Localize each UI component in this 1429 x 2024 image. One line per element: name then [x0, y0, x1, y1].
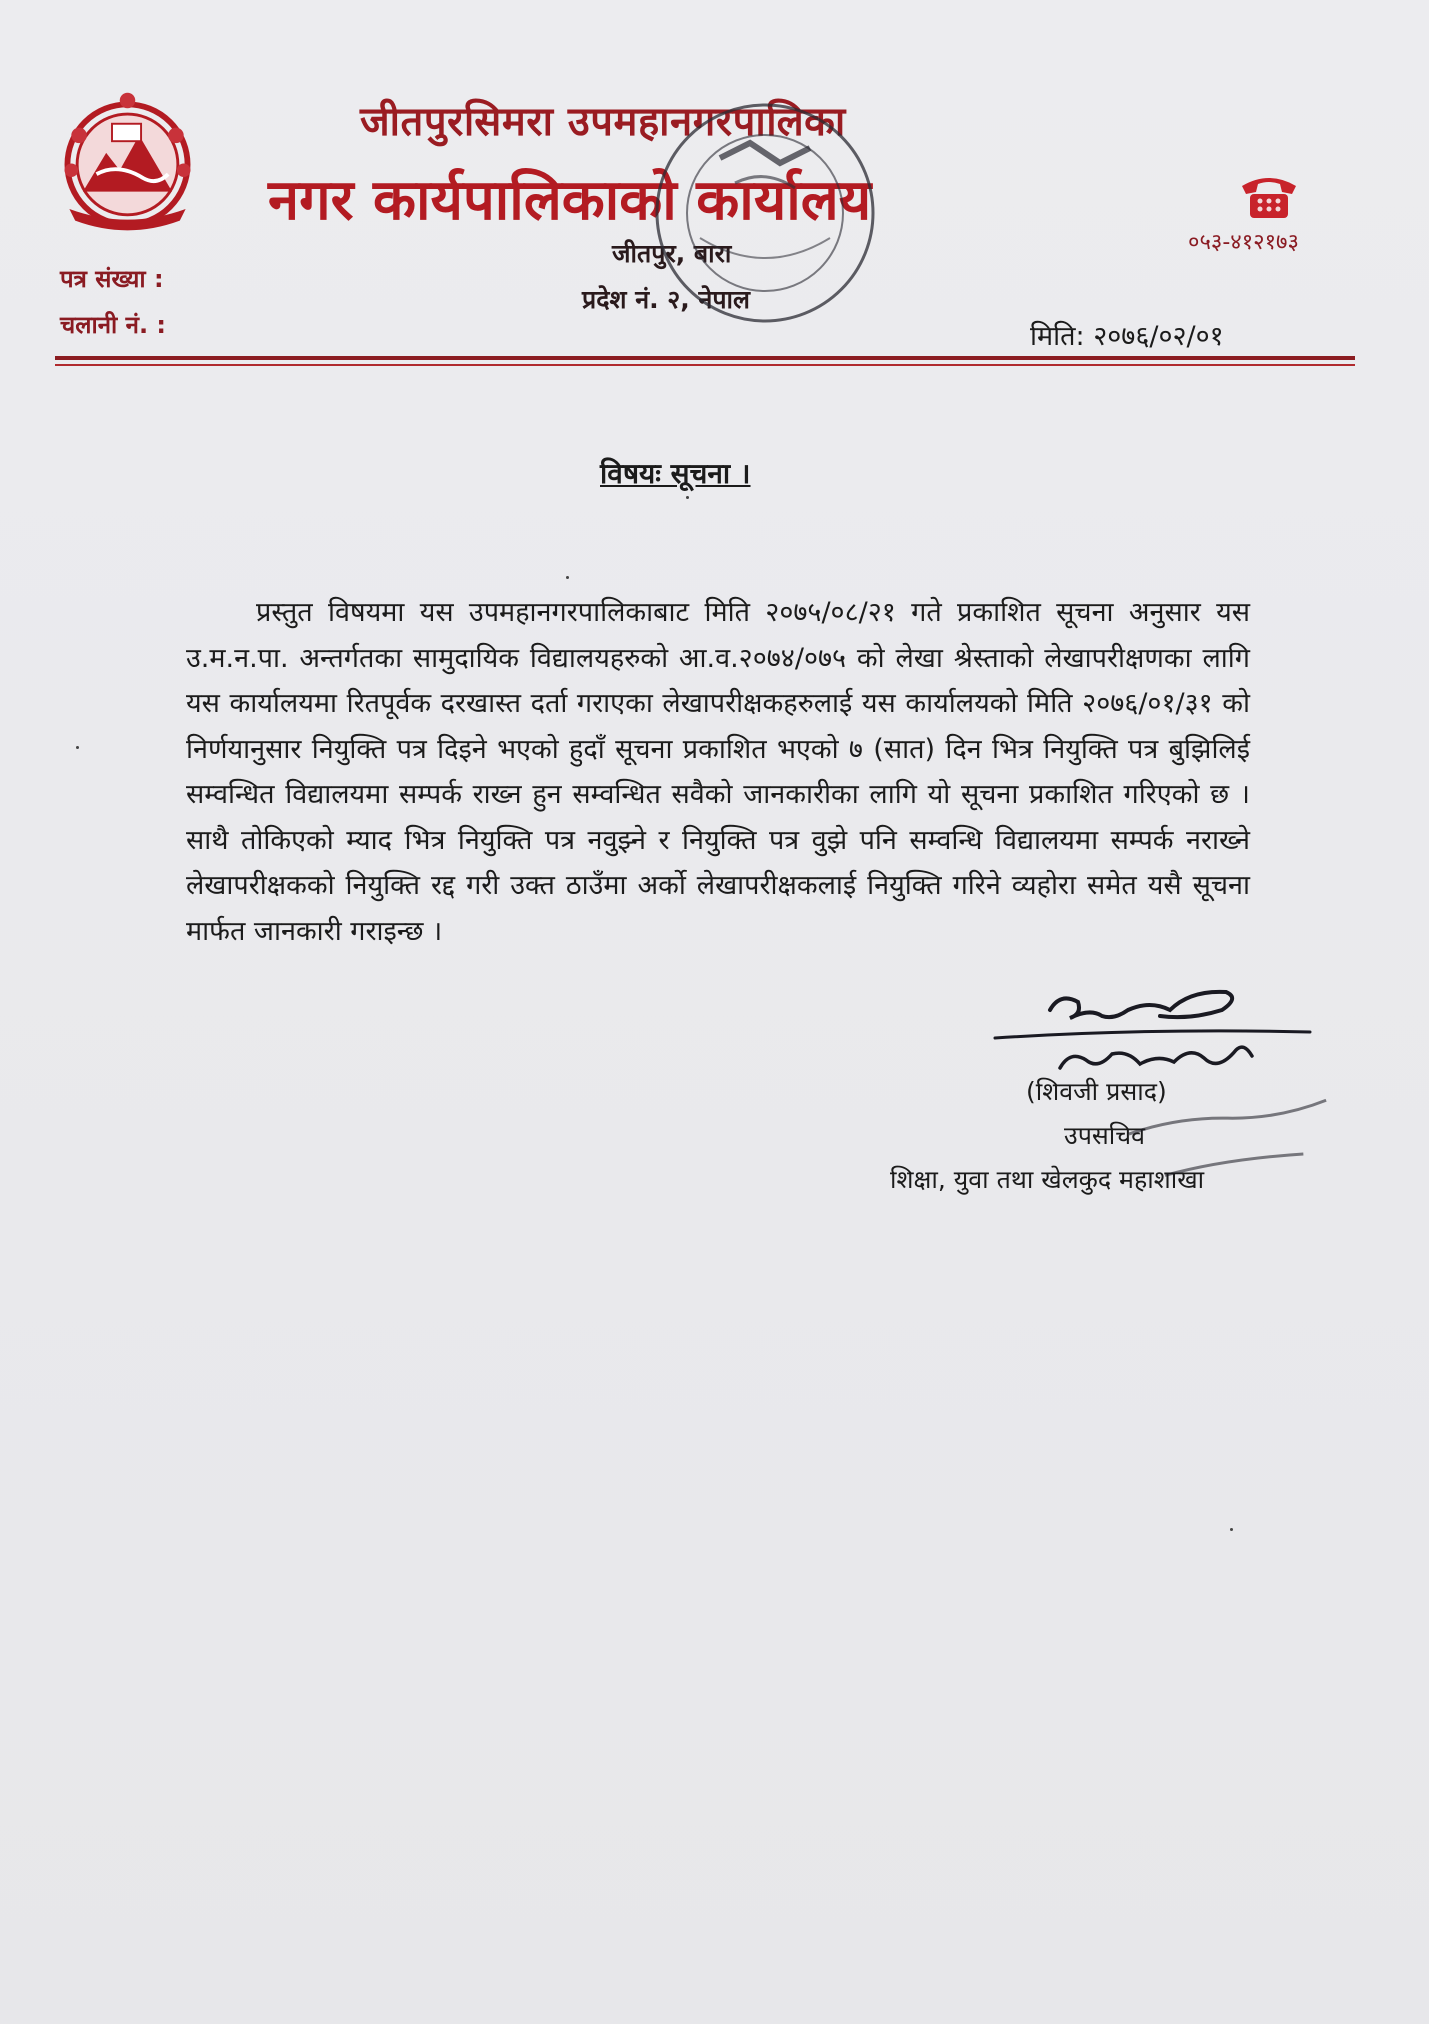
scan-speck [566, 576, 569, 579]
office-stamp [640, 88, 890, 338]
signatory-name: (शिवजी प्रसाद) [1026, 1077, 1167, 1106]
phone-number: ०५३-४१२१७३ [1188, 230, 1299, 255]
nepal-emblem-icon [50, 85, 205, 240]
scan-speck [1230, 1528, 1233, 1531]
scan-speck [76, 746, 79, 749]
signatory-department: शिक्षा, युवा तथा खेलकुद महाशाखा [890, 1165, 1205, 1194]
office-name: नगर कार्यपालिकाको कार्यालय [268, 168, 872, 233]
dispatch-number-label: चलानी नं. : [60, 311, 167, 339]
letter-date: मिति: २०७६/०२/०१ [1030, 321, 1224, 352]
org-name: जीतपुरसिमरा उपमहानगरपालिका [360, 99, 846, 145]
telephone-icon [1238, 170, 1300, 222]
header-divider-thin [55, 364, 1355, 366]
address-line-2: प्रदेश नं. २, नेपाल [582, 285, 750, 314]
scan-speck [686, 496, 689, 499]
header-divider [55, 356, 1355, 360]
name-stamp-impression [1120, 1080, 1340, 1190]
signatory-title: उपसचिव [1064, 1121, 1146, 1150]
letter-number-label: पत्र संख्या : [60, 265, 164, 293]
notice-body: प्रस्तुत विषयमा यस उपमहानगरपालिकाबाट मिति २०७५/०८/२१ गते प्रकाशित सूचना अनुसार यस उ.म.न.पा. अन्तर्गतका सामुदायिक विद्यालयहरुको आ.व.२०७४/०७५ को लेखा श्रेस्ताको लेखापरीक्षणका लागि यस कार्यालयमा रितपूर्वक दरखास्त दर्ता गराएका लेखापरीक्षकहरुलाई यस कार्यालयको मिति २०७६/०१/३१ को निर्णयानुसार नियुक्ति पत्र दिइने भएको हुदाँ सूचना प्रकाशित भएको ७ (सात) दिन भित्र नियुक्ति पत्र बुझिलिई सम्वन्धित विद्यालयमा सम्पर्क राख्न हुन सम्वन्धित सवैको जानकारीका लागि यो सूचना प्रकाशित गरिएको छ । साथै तोकिएको म्याद भित्र नियुक्ति पत्र नवुझ्ने र नियुक्ति पत्र वुझे पनि सम्वन्धि विद्यालयमा सम्पर्क नराख्ने लेखापरीक्षकको नियुक्ति रद्द गरी उक्त ठाउँमा अर्को लेखापरीक्षकलाई नियुक्ति गरिने व्यहोरा समेत यसै सूचना मार्फत जानकारी गराइन्छ । [186, 597, 1251, 947]
subject-line: विषयः सूचना । [600, 457, 751, 490]
address-line-1: जीतपुर, बारा [612, 239, 732, 268]
